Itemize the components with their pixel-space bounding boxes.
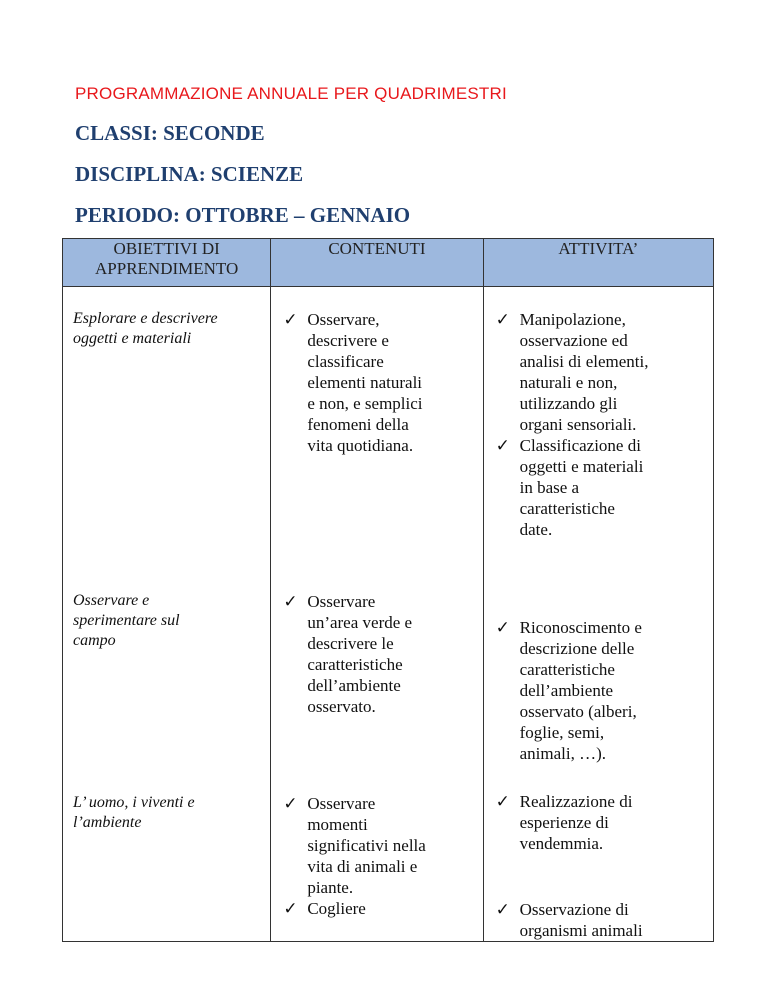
check-icon: ✓: [495, 310, 510, 329]
text-line: Osservare,: [307, 310, 380, 329]
table-body-row: [63, 287, 714, 942]
header-activities: [483, 239, 713, 287]
content-item-2: [283, 591, 412, 717]
objective-3: [73, 793, 263, 833]
text-line: momenti: [307, 815, 368, 834]
text-line: Riconoscimento e: [519, 618, 642, 637]
text-line: Osservazione di: [519, 900, 629, 919]
text-line: un’area verde e: [307, 613, 413, 632]
text-line: Osservare: [307, 592, 376, 611]
text-line: organismi animali: [519, 921, 643, 940]
text-line: in base a: [519, 478, 580, 497]
text-line: caratteristiche: [519, 660, 615, 679]
period-heading: PERIODO: OTTOBRE – GENNAIO: [75, 203, 411, 227]
objective-2: [73, 591, 263, 651]
text-line: campo: [73, 632, 116, 649]
text-line: Cogliere: [307, 899, 366, 918]
text-line: date.: [519, 520, 553, 539]
text-line: analisi di elementi,: [519, 352, 649, 371]
text-line: foglie, semi,: [519, 723, 605, 742]
text-line: Realizzazione di: [519, 792, 633, 811]
table-header-row: [63, 239, 714, 287]
check-icon: ✓: [495, 792, 510, 811]
header-line: OBIETTIVI DI: [113, 239, 220, 258]
text-line: naturali e non,: [519, 373, 618, 392]
check-icon: ✓: [283, 592, 298, 611]
text-line: vita quotidiana.: [307, 436, 414, 455]
text-line: dell’ambiente: [307, 676, 401, 695]
header-line: ATTIVITA’: [558, 239, 639, 258]
text-line: caratteristiche: [519, 499, 615, 518]
text-line: descrivere le: [307, 634, 394, 653]
text-line: osservato (alberi,: [519, 702, 637, 721]
text-line: fenomeni della: [307, 415, 409, 434]
text-line: elementi naturali: [307, 373, 423, 392]
content-item-3: [283, 793, 426, 919]
check-icon: ✓: [283, 794, 298, 813]
header-objectives: [63, 239, 271, 287]
check-icon: ✓: [283, 899, 298, 918]
text-line: descrivere e: [307, 331, 389, 350]
activity-item-5: [496, 899, 643, 941]
text-line: Osservare: [307, 794, 376, 813]
text-line: osservato.: [307, 697, 376, 716]
activity-item-2: [496, 435, 649, 540]
text-line: l’ambiente: [73, 814, 142, 831]
text-line: esperienze di: [519, 813, 609, 832]
text-line: classificare: [307, 352, 384, 371]
check-icon: ✓: [495, 618, 510, 637]
text-line: oggetti e materiali: [73, 330, 192, 347]
text-line: Classificazione di: [519, 436, 641, 455]
activity-item-3: [496, 617, 642, 764]
check-icon: ✓: [283, 310, 298, 329]
text-line: Esplorare e descrivere: [73, 310, 218, 327]
text-line: Manipolazione,: [519, 310, 626, 329]
text-line: animali, …).: [519, 744, 607, 763]
subject-heading: DISCIPLINA: SCIENZE: [75, 162, 304, 186]
programme-title: PROGRAMMAZIONE ANNUALE PER QUADRIMESTRI: [75, 84, 507, 103]
text-line: utilizzando gli: [519, 394, 618, 413]
classes-heading: CLASSI: SECONDE: [75, 121, 265, 145]
activity-group-1: [496, 309, 649, 540]
header-line: APPRENDIMENTO: [95, 259, 239, 278]
check-icon: ✓: [495, 900, 510, 919]
text-line: e non, e semplici: [307, 394, 423, 413]
text-line: Osservare e: [73, 592, 150, 609]
text-line: dell’ambiente: [519, 681, 614, 700]
text-line: sperimentare sul: [73, 612, 180, 629]
text-line: osservazione ed: [519, 331, 628, 350]
objectives-cell: [63, 287, 271, 942]
text-line: vita di animali e: [307, 857, 418, 876]
activity-item-1: [496, 309, 649, 435]
activities-cell: [483, 287, 713, 942]
text-line: descrizione delle: [519, 639, 635, 658]
header-contents: [271, 239, 483, 287]
text-line: L’ uomo, i viventi e: [73, 794, 195, 811]
text-line: significativi nella: [307, 836, 426, 855]
text-line: oggetti e materiali: [519, 457, 644, 476]
check-icon: ✓: [495, 436, 510, 455]
text-line: piante.: [307, 878, 354, 897]
header-line: CONTENUTI: [328, 239, 426, 258]
content-item-4: [283, 898, 426, 919]
objective-1: [73, 309, 263, 349]
text-line: vendemmia.: [519, 834, 604, 853]
text-line: caratteristiche: [307, 655, 403, 674]
programme-table: [62, 238, 714, 942]
text-line: organi sensoriali.: [519, 415, 637, 434]
content-item-1: [283, 309, 422, 456]
contents-cell: [271, 287, 483, 942]
activity-item-4: [496, 791, 633, 854]
